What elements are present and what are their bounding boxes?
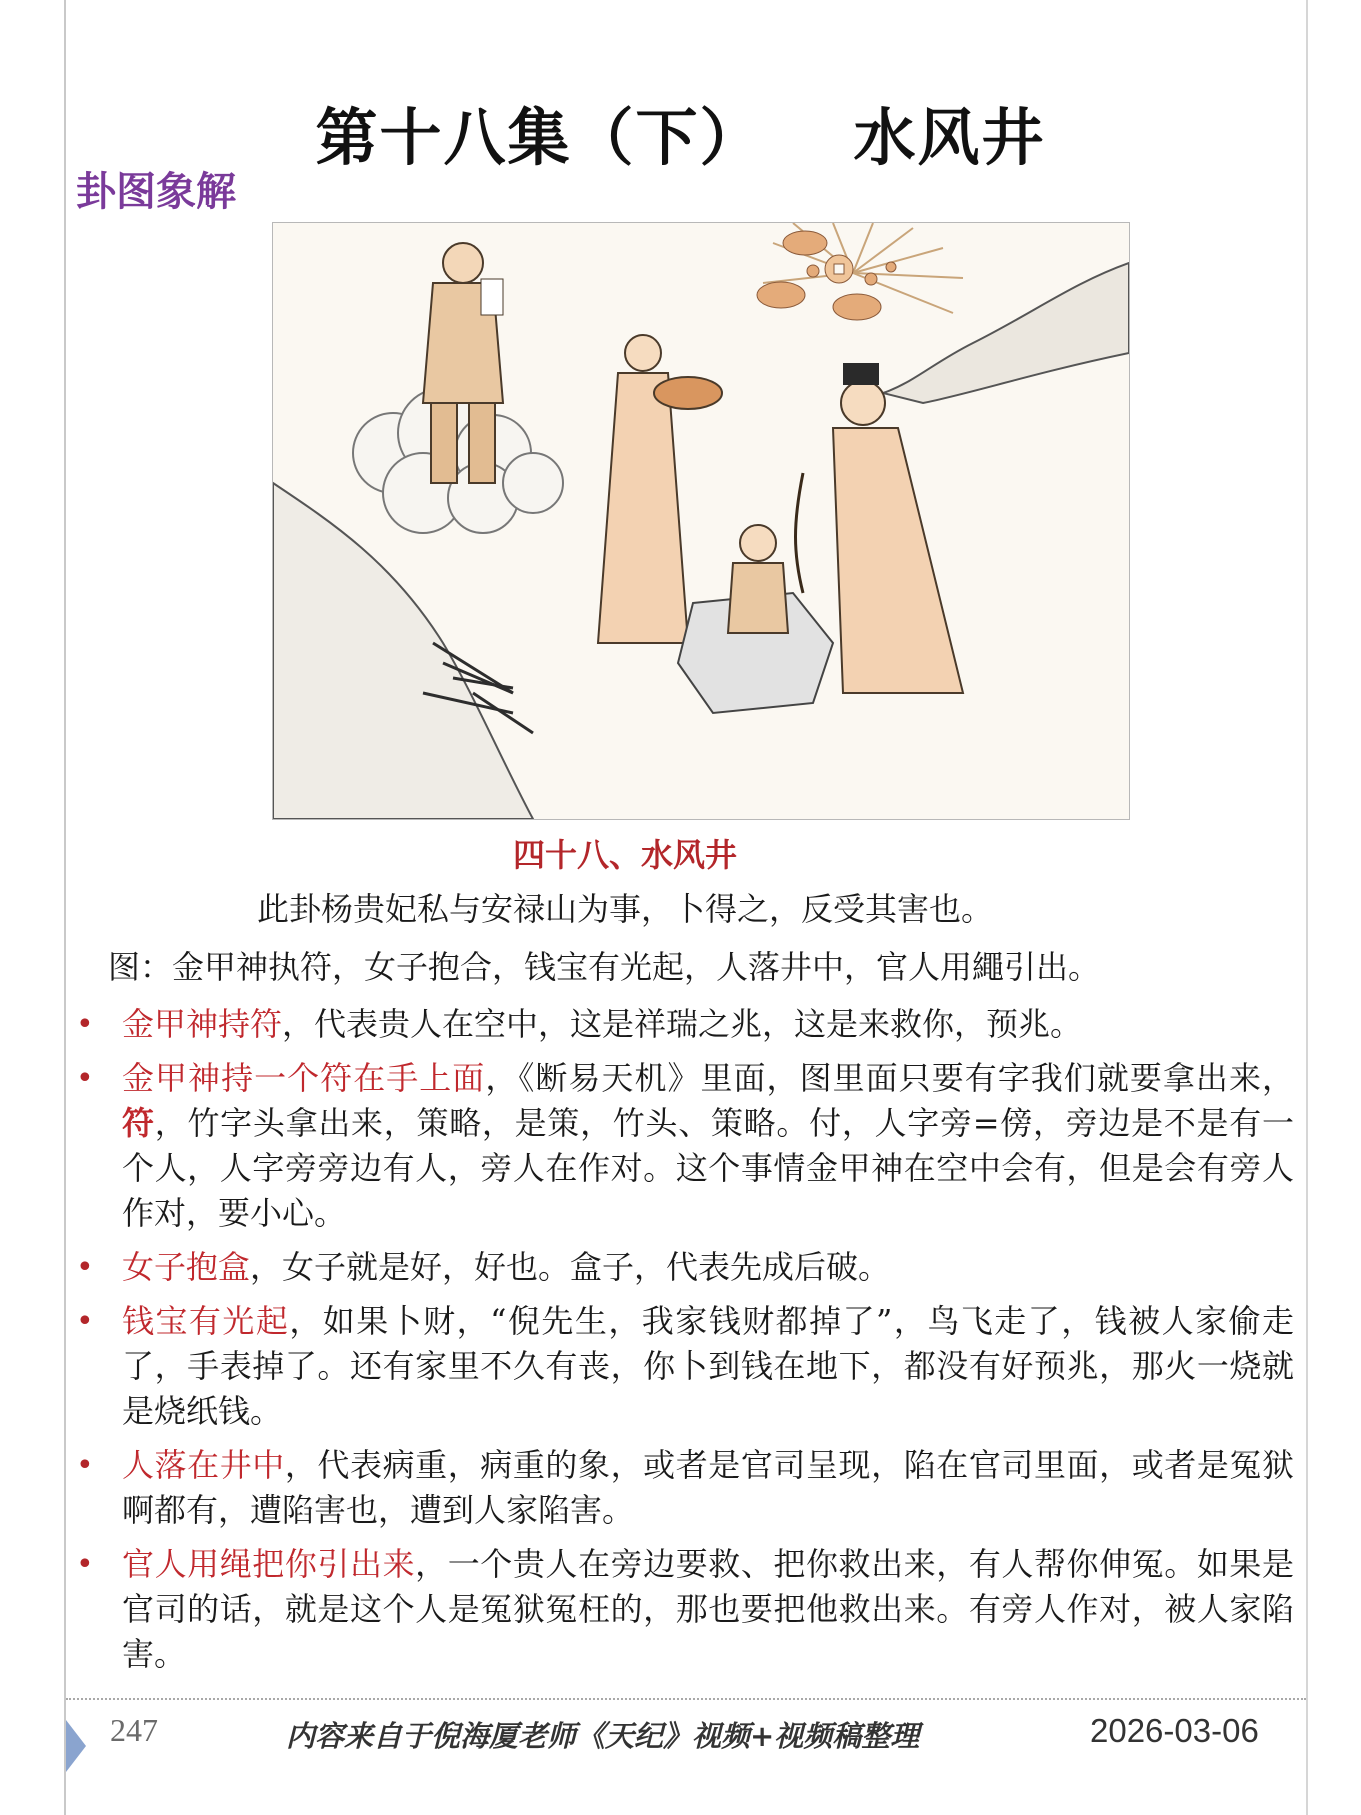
list-item [74, 1056, 1294, 1236]
list-item [74, 1542, 1294, 1677]
source-credit: 内容来自于倪海厦老师《天纪》视频+视频稿整理 [286, 1719, 920, 1753]
key-phrase: 金甲神持一个符在手上面 [122, 1059, 486, 1097]
page-number: 247 [110, 1712, 158, 1748]
emphasis-character: 符 [122, 1104, 155, 1142]
left-mountain [273, 483, 533, 819]
play-triangle-icon [66, 1720, 86, 1772]
footer-date: 2026-03-06 [1090, 1712, 1259, 1749]
title-hexagram: 水风井 [853, 101, 1046, 174]
explanation: ，如果卜财，“倪先生，我家钱财都掉了”，鸟飞走了，钱被人家偷走了，手表掉了。还有家里不久有丧，你卜到钱在地下，都没有好预兆，那火一烧就是烧纸钱。 [122, 1302, 1294, 1430]
bullet-dot: • [76, 1250, 94, 1285]
explanation: ，一个贵人在旁边要救、把你救出来，有人帮你伸冤。如果是官司的话，就是这个人是冤狱冤枉的，那也要把他救出来。有旁人作对，被人家陷害。 [122, 1545, 1294, 1673]
title-episode: 第十八集（下） [315, 101, 764, 174]
bullet-dot: • [76, 1448, 94, 1483]
bullet-dot: • [76, 1007, 94, 1042]
key-phrase: 人落在井中 [122, 1446, 285, 1484]
intro-line-1: 此卦杨贵妃私与安禄山为事，卜得之，反受其害也。 [256, 890, 993, 928]
explanation: ，女子就是好，好也。盒子，代表先成后破。 [250, 1248, 891, 1286]
well-with-person [678, 525, 833, 713]
list-item [74, 1245, 1294, 1290]
key-phrase: 女子抱盒 [122, 1248, 251, 1286]
woman-holding-box [598, 335, 722, 643]
bullet-dot: • [76, 1547, 94, 1582]
bullet-dot: • [76, 1304, 94, 1339]
illustration-drawing [273, 223, 1129, 819]
intro-line-2: 图：金甲神执符，女子抱合，钱宝有光起，人落井中，官人用繩引出。 [108, 948, 1101, 986]
explanation: ，代表贵人在空中，这是祥瑞之兆，这是来救你，预兆。 [282, 1005, 1083, 1043]
hexagram-caption: 四十八、水风井 [512, 836, 737, 874]
explanation: ，《断易天机》里面，图里面只要有字我们就要拿出来， [485, 1059, 1294, 1097]
list-item [74, 1299, 1294, 1434]
key-phrase: 钱宝有光起 [122, 1302, 290, 1340]
footer-divider [66, 1698, 1306, 1700]
explanation: ，竹字头拿出来，策略，是策，竹头、策略。付，人字旁=傍，旁边是不是有一个人，人字旁旁边有人，旁人在作对。这个事情金甲神在空中会有，但是会有旁人作对，要小心。 [122, 1104, 1294, 1232]
key-phrase: 金甲神持符 [122, 1005, 283, 1043]
explanation: ，代表病重，病重的象，或者是官司呈现，陷在官司里面，或者是冤狱啊都有，遭陷害也，遭到人家陷害。 [122, 1446, 1294, 1529]
bullet-dot: • [76, 1061, 94, 1096]
interpretation-list [74, 1002, 1294, 1686]
section-label: 卦图象解 [76, 168, 236, 215]
key-phrase: 官人用绳把你引出来 [122, 1545, 416, 1583]
list-item [74, 1443, 1294, 1533]
list-item [74, 1002, 1294, 1047]
right-mountain [883, 263, 1129, 403]
right-margin-rule [1306, 0, 1308, 1815]
hexagram-illustration [272, 222, 1130, 820]
